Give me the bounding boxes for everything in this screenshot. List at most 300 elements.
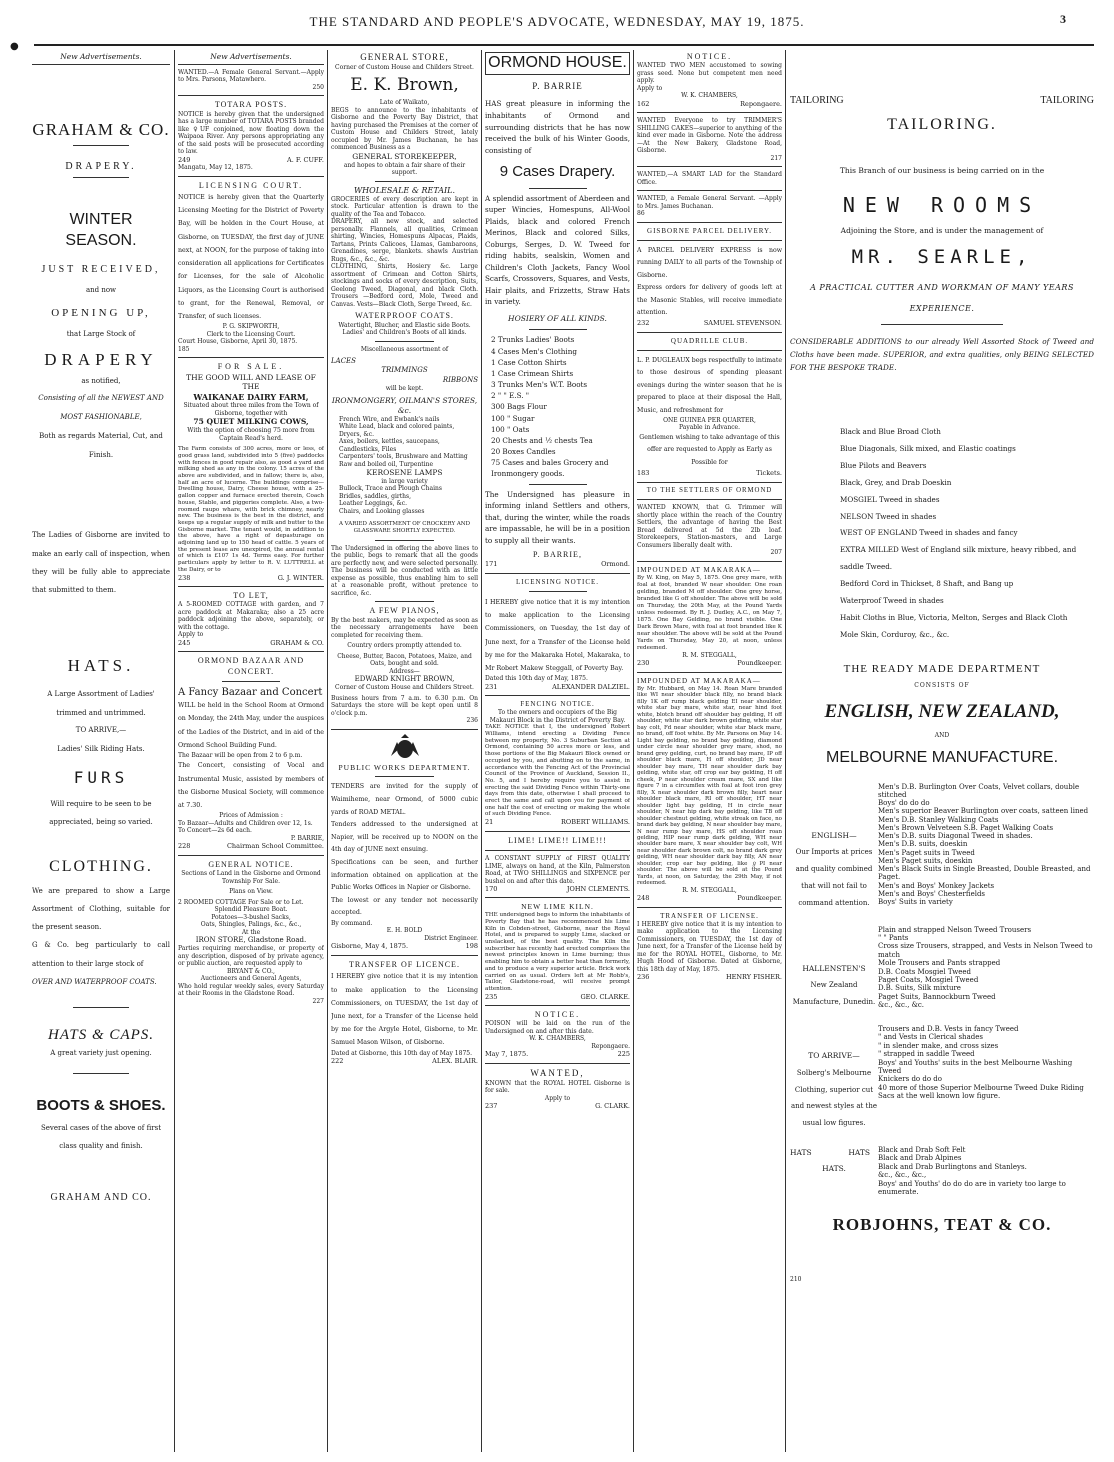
ad-text: Tickets. bbox=[756, 469, 782, 478]
divider bbox=[178, 95, 324, 96]
ad-signature: ROBERT WILLIAMS. bbox=[560, 818, 630, 827]
ad-signature: GEO. CLARKE. bbox=[580, 992, 630, 1001]
ad-heading: GISBORNE PARCEL DELIVERY. bbox=[647, 226, 772, 235]
ad-text: The Undersigned has pleasure in informing inland Settlers and others, that, during the winter, while the roads are impassable, he will be in a position to supply all their wants. bbox=[485, 489, 630, 545]
ad-number: 230 bbox=[637, 659, 650, 668]
ad-text: Candlesticks, Files bbox=[339, 445, 397, 453]
ad-signature: G. CLARK. bbox=[595, 1102, 630, 1111]
ad-text: Solberg's Melbourne Clothing, superior cut and newest styles at the usual low figures. bbox=[790, 1068, 878, 1128]
ad-number: 236 bbox=[466, 717, 478, 725]
heading: DRAPERY bbox=[44, 349, 158, 369]
ad-text: WANTED,—A SMART LAD for the Standard Office. bbox=[637, 171, 782, 186]
divider bbox=[637, 332, 782, 333]
ad-text: The lowest or any tender not necessarily accepted. bbox=[331, 896, 478, 917]
list-item: Black, Grey, and Drab Doeskin bbox=[840, 477, 952, 487]
ad-text: THE GOOD WILL AND LEASE OF THE bbox=[186, 372, 316, 392]
ad-text: Country orders promptly attended to. bbox=[347, 642, 462, 650]
ad-heading: IRONMONGERY, OILMAN'S STORES, &c. bbox=[331, 396, 478, 415]
ad-text: A splendid assortment of Aberdeen and super Wincies, Homespuns, All-Wool Plaids, black and colored French Merinos, Black and colored Silks, Coburgs, Serges, D. W. Tweed for riding habits, sealskin, Women and Children's Cloth Jackets, Fancy Wool Scarfs, Crossovers, Squares, and Vests, Hair plaits, and Frizzetts, Straw Hats in variety. bbox=[485, 193, 630, 307]
divider bbox=[529, 188, 587, 189]
divider bbox=[485, 831, 630, 832]
divider bbox=[485, 850, 630, 851]
ad-heading: E. K. Brown, bbox=[350, 75, 459, 96]
ad-text: To Bazaar—Adults and Children over 12, 1s. bbox=[178, 819, 313, 827]
ad-number: 232 bbox=[637, 319, 650, 328]
ad-signature: EDWARD KNIGHT BROWN, bbox=[354, 675, 455, 684]
ad-text: Specifications can be seen, and further information obtained on application at the Public Works Offices in Napier or Gisborne. bbox=[331, 859, 478, 892]
text: and now bbox=[85, 286, 117, 295]
ad-text: WANTED Everyone to try TRIMMER'S SHILLING CAKES—superior to anything of the kind ever made in Gisborne. Note the address—At the New Bakery, Gladstone Road, Gisborne. bbox=[637, 117, 782, 155]
divider bbox=[375, 181, 434, 182]
divider bbox=[375, 776, 434, 777]
list-item: " " Pants bbox=[878, 934, 909, 943]
ad-text: At the bbox=[241, 928, 261, 936]
list-item: 1 Case Crimean Shirts bbox=[491, 368, 574, 378]
text: MOST FASHIONABLE, bbox=[60, 413, 142, 422]
list-item: NELSON Tweed in shades bbox=[840, 511, 937, 521]
text: Finish. bbox=[88, 451, 114, 460]
heading: CLOTHING. bbox=[49, 858, 153, 876]
ad-text: Auctioneers and General Agents, bbox=[200, 975, 302, 983]
ad-heading: TAILORING bbox=[1040, 95, 1094, 106]
divider bbox=[331, 729, 478, 730]
firm-name: GRAHAM & CO. bbox=[32, 119, 170, 139]
ad-text: The Farm consists of 300 acres, more or less, of good grass land, subdivided into 5 (five) paddocks with fences in good repair also, as good a yard and milking shed as any in the colony. 15 acres of the above are subdivided, and in fallow; there is, also, half an acre of lucerne. The buildings comprise—Dwelling house, Dairy, Cheese house, with a 25-gallon copper and furnace erected therein, Coach house, Stable, and piggeries complete. Also, a two-roomed raupo whare, with brick chimney, nearly new. The business is the best in the district, and keeps up a regular supply of milk and butter to the Gisborne market. The tenant would, in addition to the above, have a right of depasturage on adjoining land up to 150 head of cattle. 5 years of the present lease are unexpired, the annual rental of which is £107 1s 4d. Terms easy. For further particulars apply by letter to R. V. LUTTRELL at the Dairy, or to bbox=[178, 446, 324, 573]
section-header: New Advertisements. bbox=[178, 52, 324, 65]
heading: JUST RECEIVED, bbox=[41, 264, 161, 276]
list-item: Cross size Trousers, strapped, and Vests in Nelson Tweed to match bbox=[878, 942, 1093, 959]
ad-signature: R. M. STEGGALL, bbox=[682, 651, 737, 659]
list-item: Black and Drab Soft Felt bbox=[878, 1145, 966, 1154]
ad-signature: BRYANT & CO., bbox=[227, 967, 275, 975]
list-item: 100 " Sugar bbox=[491, 413, 535, 423]
heading: FURS bbox=[73, 767, 129, 787]
ad-heading: A FEW PIANOS, bbox=[369, 606, 440, 616]
ad-heading: NOTICE. bbox=[686, 52, 733, 61]
ad-text: Chairs, and Looking glasses bbox=[339, 507, 425, 515]
ad-text: Repongaere. bbox=[740, 99, 782, 108]
ad-text: Splendid Pleasure Boat. bbox=[214, 906, 288, 914]
ad-number: 249 bbox=[178, 155, 191, 164]
list-item: Men's D.B. Burlington Over Coats, Velvet collars, double stitched bbox=[878, 782, 1080, 799]
heading: HATS & CAPS. bbox=[47, 1026, 155, 1043]
divider bbox=[637, 499, 782, 500]
ad-text: Who hold regular weekly sales, every Saturday at their Rooms in the Gladstone Road. bbox=[178, 982, 324, 998]
divider bbox=[485, 1063, 630, 1064]
divider bbox=[637, 672, 782, 673]
ad-text: Gentlemen wishing to take advantage of this offer are requested to Apply as Early as Possible for bbox=[639, 433, 780, 466]
ad-heading: TAILORING bbox=[790, 95, 844, 106]
ad-text: By command. bbox=[331, 919, 373, 927]
ad-text: A PARCEL DELIVERY EXPRESS is now running DAILY to all parts of the Township of Gisborne. bbox=[637, 246, 782, 279]
paragraph: Will require to be seen to be appreciated, being so varied. bbox=[49, 799, 153, 826]
list-item: Men's Black Suits in Single Breasted, Double Breasted, and Paget. bbox=[878, 865, 1091, 882]
ad-heading: ROBJOHNS, TEAT & CO. bbox=[832, 1215, 1052, 1235]
ad-signature: W. K. CHAMBERS, bbox=[681, 92, 738, 100]
ad-heading: WHOLESALE & RETAIL. bbox=[353, 185, 456, 195]
ad-text: Sections of Land in the Gisborne and Ormond Township For Sale. bbox=[181, 870, 321, 885]
ad-heading: IMPOUNDED AT MAKARAKA— bbox=[637, 565, 761, 574]
section-header: New Advertisements. bbox=[32, 52, 170, 65]
ad-date: Dated at Gisborne, this 10th day of May 1875. bbox=[331, 1049, 472, 1057]
list-item: Knickers do do do bbox=[878, 1075, 942, 1084]
ad-text: The Bazaar will be open from 2 to 6 p.m. bbox=[178, 751, 303, 759]
divider bbox=[178, 357, 324, 358]
ad-signature: SAMUEL STEVENSON. bbox=[703, 319, 782, 328]
ad-number: 86 bbox=[637, 210, 645, 218]
ad-heading: A Fancy Bazaar and Concert bbox=[178, 687, 323, 699]
ad-text: Raw and boiled oil, Turpentine bbox=[339, 460, 434, 468]
ad-heading: NOTICE. bbox=[534, 1010, 581, 1020]
text: Both as regards Material, Cut, and bbox=[39, 432, 163, 441]
list-item: 20 Boxes Candles bbox=[491, 447, 556, 457]
ad-heading: P. BARRIE bbox=[532, 80, 583, 91]
coat-of-arms-icon bbox=[331, 734, 478, 763]
ad-text: Apply to bbox=[178, 631, 204, 639]
list-item: Men's Brown Velveteen S.B. Paget Walking Coats bbox=[878, 823, 1054, 832]
list-item: Paget Suits, Bannockburn Tweed bbox=[878, 992, 996, 1001]
ad-heading: TRANSFER OF LICENSE. bbox=[660, 911, 759, 920]
divider bbox=[637, 166, 782, 167]
ad-number: 162 bbox=[637, 99, 650, 108]
ad-text: 2 ROOMED COTTAGE For Sale or to Let. bbox=[178, 898, 304, 906]
paragraph: Several cases of the above of first class quality and finish. bbox=[40, 1124, 162, 1151]
ad-text: A CONSTANT SUPPLY of FIRST QUALITY LIME, always on hand, at the Kiln, Palmerston Road, at TWO SHILLINGS and SIXPENCE per bushel on and after this date. bbox=[485, 855, 630, 885]
column-divider bbox=[481, 50, 482, 1452]
ad-text: WANTED TWO MEN accustomed to sowing grass seed. None but competent men need apply. bbox=[637, 62, 782, 85]
ad-heading: LIME! LIME!! LIME!!! bbox=[508, 835, 607, 845]
ad-signature: HENRY FISHER. bbox=[725, 973, 782, 982]
list-item: " in slender make, and cross sizes bbox=[878, 1041, 999, 1050]
ad-text: WANTED KNOWN, that G. Trimmer will shortly place within the reach of the Country Settlers, the advantage of having the Best Bread delivered at 5d the 2lb loaf. Storekeepers, Station-masters, and Large Consumers liberally dealt with. bbox=[637, 504, 782, 549]
ad-text: AND bbox=[934, 732, 950, 740]
ad-text: Repongaere. bbox=[591, 1042, 630, 1050]
ad-text: French Wire, and Ewbank's nails bbox=[339, 415, 440, 423]
list-item: Men's D.B. suits, doeskin bbox=[878, 840, 968, 849]
divider bbox=[73, 1007, 128, 1008]
column-divider bbox=[633, 50, 634, 1452]
ad-signature: G. J. WINTER. bbox=[277, 573, 324, 582]
ad-heading: TOTARA POSTS. bbox=[214, 100, 288, 110]
ad-text: HATS. bbox=[822, 1163, 846, 1173]
ad-text: KEROSENE LAMPS bbox=[366, 468, 443, 478]
divider bbox=[375, 601, 434, 602]
ad-text: CONSIDERABLE ADDITIONS to our already Well Assorted Stock of Tweed and Cloths have been made. SUPERIOR, and extra qualities, only BEING SELECTED FOR THE BESPOKE TRADE. bbox=[790, 336, 1094, 372]
column-6 bbox=[790, 52, 1094, 1452]
divider bbox=[485, 1005, 630, 1006]
ad-text: Bridles, saddles, girths, bbox=[339, 492, 411, 500]
list-item: Habit Cloths in Blue, Victoria, Melton, Serges and Black Cloth bbox=[840, 613, 1068, 623]
list-item: 20 Chests and ½ chests Tea bbox=[491, 435, 593, 445]
ad-heading: MR. SEARLE, bbox=[851, 246, 1033, 269]
goods-list bbox=[485, 334, 630, 479]
paragraph: A Large Assortment of Ladies' trimmed and untrimmed. bbox=[47, 690, 155, 717]
divider bbox=[529, 329, 587, 330]
ad-text: HAS great pleasure in informing the inhabitants of Ormond and surrounding districts that he has now received the bulk of his Winter Goods, consisting of bbox=[485, 99, 630, 155]
ad-heading: TO THE SETTLERS OF ORMOND bbox=[646, 486, 773, 494]
list-item: Blue Pilots and Beavers bbox=[840, 460, 927, 470]
ad-text: DRAPERY, all new stock, and selected personally. Flannels, all qualities, Crimean shirting, Wincies, Homespuns Alpacas, Plaids, Tartans, Prints Calicoes, Llamas, Gambaroons, Grenadines, serge, blankets. shawls Austrian Rugs, &c., &c., &c. bbox=[331, 218, 478, 263]
ad-text: I HEREBY give notice that it is my intention to make application to the Licensing Commissioners, on TUESDAY, the 1st day of June next, for a Transfer of the License held by me for the Argyle Hotel, Gisborne, to Mr. Samuel Mason Wilson, of Gisborne. bbox=[331, 973, 478, 1047]
ad-signature: P. BARRIE, bbox=[290, 834, 324, 842]
ad-number: 235 bbox=[485, 992, 498, 1001]
ad-text: Corner of Custom House and Childers Street. bbox=[335, 684, 474, 692]
ad-text: Miscellaneous assortment of bbox=[360, 345, 449, 353]
ad-signature: JOHN CLEMENTS. bbox=[566, 885, 630, 894]
ad-number: 170 bbox=[485, 885, 498, 894]
page-header bbox=[0, 10, 1114, 38]
divider bbox=[485, 897, 630, 898]
list-item: Mole Skin, Corduroy, &c., &c. bbox=[840, 630, 950, 640]
column-divider bbox=[174, 50, 175, 1452]
ad-text: WANTED.—A Female General Servant.—Apply to Mrs. Parsons, Matawhero. bbox=[178, 68, 324, 84]
ad-text: Late of Waikato, bbox=[379, 99, 430, 107]
ad-heading: FOR SALE. bbox=[217, 362, 285, 372]
text: Ladies' Silk Riding Hats. bbox=[57, 744, 145, 753]
list-item: Men's and Boys' Monkey Jackets bbox=[878, 881, 995, 890]
ad-text: HATS bbox=[848, 1147, 870, 1157]
ad-text: Our Imports at prices and quality combined that will not fail to command attention. bbox=[795, 848, 873, 907]
ad-text: WAIKANAE DAIRY FARM, bbox=[193, 392, 309, 403]
ad-signature: R. M. STEGGALL, bbox=[682, 886, 737, 894]
list-item: Boys' and Youths' suits in the best Melbourne Washing Tweed bbox=[878, 1058, 1073, 1075]
ad-text: NOTICE is hereby given that the Quarterly Licensing Meeting for the District of Poverty Bay, will be holden in the Court House, at Gisborne, on TUESDAY, the first day of JUNE next, at NOON, for the purpose of taking into consideration all applications for Certificates for Licenses, for the sale of Alcoholic Liquors, as the Licensing Court is authorised to grant, for the Renewal, Removal, or Transfer, of such licenses. bbox=[178, 193, 324, 320]
ad-number: 228 bbox=[178, 842, 191, 851]
divider bbox=[178, 176, 324, 177]
ad-number: 217 bbox=[770, 154, 782, 162]
page-number: 3 bbox=[1060, 12, 1066, 26]
ad-text: I HEREBY give notice that it is my intention to make application to the Licensing Commissioners, on TUESDAY, the 1st day of June next, for a Transfer of the License held by me for the ROYAL HOTEL, Gisborne, to Mr. Hugh Hood of Gisborne. Dated at Gisborne, this 18th day of May, 1875. bbox=[637, 920, 782, 973]
ad-heading: NEW ROOMS bbox=[842, 192, 1042, 217]
column-divider bbox=[785, 50, 786, 1452]
list-item: " strapped in saddle Tweed bbox=[878, 1050, 975, 1059]
divider bbox=[529, 591, 587, 592]
ad-text: 75 QUIET MILKING COWS, bbox=[193, 417, 309, 427]
ad-number: 222 bbox=[331, 1057, 344, 1066]
list-item: Black and Blue Broad Cloth bbox=[840, 426, 941, 436]
text: that Large Stock of bbox=[66, 329, 136, 338]
list-item: Boys' do do do bbox=[878, 799, 930, 808]
divider bbox=[178, 586, 324, 587]
divider bbox=[73, 177, 128, 178]
list-item: Boys' Suits in variety bbox=[878, 898, 953, 907]
ad-heading: LICENSING COURT. bbox=[198, 180, 304, 190]
ad-text: Business hours from 7 a.m. to 6.30 p.m. On Saturdays the store will be kept open until 8 o'clock p.m. bbox=[331, 694, 478, 717]
paragraph: The Ladies of Gisborne are invited to make an early call of inspection, when they will be fully able to appreciate that submitted to them. bbox=[32, 531, 170, 595]
text: A great variety just opening. bbox=[50, 1049, 152, 1058]
divider bbox=[637, 222, 782, 223]
ad-heading: THE READY MADE DEPARTMENT bbox=[843, 662, 1041, 675]
ad-number: 21 bbox=[485, 818, 494, 827]
ad-date: May 7, 1875. bbox=[485, 1050, 529, 1059]
divider bbox=[178, 855, 324, 856]
ad-text: THE undersigned begs to inform the inhabitants of Poverty Bay that he has recommenced his Lime Kiln in Cobden-street, Gisborne, near the Royal Hotel, and is prepared to supply Lime, slacked or unslacked, of the best quality. The Kiln the subscriber has recently had erected comprises the newest principles known in Lime burning; thus enabling him to obtain a better heat than formerly, and to produce a very superior article. Brick work carried on as usual. Orders left at Mr Robb's, Tailor, Gladstone-road, will receive prompt attention. bbox=[485, 912, 630, 992]
footer-sig: GRAHAM AND CO. bbox=[50, 1192, 152, 1204]
divider bbox=[222, 681, 280, 682]
ad-text: Axes, boilers, kettles, saucepans, bbox=[339, 438, 440, 446]
divider bbox=[637, 482, 782, 483]
ad-text: Poundkeeper. bbox=[737, 659, 782, 668]
ad-heading: MELBOURNE MANUFACTURE. bbox=[825, 748, 1059, 766]
ad-heading: ENGLISH, NEW ZEALAND, bbox=[824, 700, 1060, 722]
ad-text: To Concert—2s 6d each. bbox=[178, 827, 252, 835]
ad-heading: ORMOND BAZAAR AND CONCERT. bbox=[197, 656, 305, 676]
divider bbox=[881, 324, 1003, 325]
ad-date: Gisborne, May 4, 1875. bbox=[331, 942, 409, 951]
list-item: 300 Bags Flour bbox=[491, 402, 547, 412]
list-item: 40 more of those Superior Melbourne Tweed Duke Riding Sacs at the well known low figure. bbox=[878, 1083, 1084, 1101]
divider bbox=[73, 1073, 128, 1074]
list-item: Men's superior Beaver Burlington over coats, satteen lined bbox=[878, 807, 1089, 816]
list-item: Waterproof Tweed in shades bbox=[840, 596, 944, 606]
ad-text: Apply to bbox=[637, 84, 663, 92]
divider bbox=[637, 190, 782, 191]
ad-number: 231 bbox=[485, 682, 498, 691]
ad-text: WILL be held in the School Room at Ormond on Monday, the 24th May, under the auspices of the Ladies of the District, and in aid of the Ormond School Building Fund. bbox=[178, 702, 324, 749]
divider bbox=[637, 240, 782, 241]
ad-text: Ormond. bbox=[601, 560, 630, 569]
list-item: Trousers and D.B. Vests in fancy Tweed bbox=[878, 1025, 1019, 1033]
ad-text: Adjoining the Store, and is under the management of bbox=[840, 225, 1044, 235]
ad-number: 183 bbox=[637, 469, 650, 478]
ad-text: Clerk to the Licensing Court. bbox=[206, 330, 296, 338]
ad-number: 248 bbox=[637, 894, 650, 903]
divider bbox=[375, 540, 434, 541]
ad-text: I HEREBY give notice that it is my intention to make application to the Licensing Commissioners, on Tuesday, the 1st day of June next, for a Transfer of the License held by me for the Makaraka Hotel, Makaraka, to Mr Robert Makew Steggall, of Poverty Bay. bbox=[485, 599, 630, 673]
nz-list bbox=[878, 926, 1094, 1011]
ad-text: Potatoes—3-bushel Sacks, bbox=[211, 913, 291, 921]
ad-text: Payable in Advance. bbox=[678, 424, 741, 432]
ad-signature: ALEXANDER DALZIEL. bbox=[552, 682, 630, 691]
ad-text: The Concert, consisting of Vocal and Instrumental Music, assisted by members of the Gisborne Musical Society, will commence at 7.30. bbox=[178, 762, 324, 810]
ad-number: 207 bbox=[770, 549, 782, 557]
ad-text: Prices of Admission : bbox=[219, 812, 283, 820]
paragraph: G & Co. beg particularly to call attention to their large stock of bbox=[32, 941, 170, 968]
list-item: Men's Paget suits in Tweed bbox=[878, 848, 975, 857]
ad-text: Tenders addressed to the undersigned at Napier, will be received up to NOON on the 4th day of JUNE next ensuing. bbox=[331, 821, 478, 854]
list-item: 1 Case Cotton Shirts bbox=[491, 357, 567, 367]
column-3 bbox=[331, 52, 478, 1452]
ad-text: Bullock, Trace and Plough Chains bbox=[339, 485, 442, 493]
divider bbox=[637, 561, 782, 562]
heading: HATS. bbox=[67, 656, 135, 676]
ad-text: and hopes to obtain a fair share of their support. bbox=[343, 161, 466, 177]
divider bbox=[375, 341, 434, 342]
ad-text: TRIMMINGS bbox=[381, 366, 428, 375]
ad-text: This Branch of our business is being carried on in the bbox=[839, 165, 1045, 175]
ad-heading: GENERAL NOTICE. bbox=[208, 859, 294, 869]
ad-text: ONE GUINEA PER QUARTER, bbox=[663, 416, 756, 424]
ad-text: District Engineer. bbox=[424, 934, 478, 942]
list-item: 2 Trunks Ladies' Boots bbox=[491, 335, 575, 345]
list-item: Men's D.B. suits Diagonal Tweed in shades. bbox=[878, 832, 1033, 841]
divider bbox=[529, 484, 587, 485]
ad-heading: GENERAL STORE, bbox=[360, 52, 449, 62]
ad-number: 227 bbox=[312, 997, 324, 1005]
ad-text: Plans on View. bbox=[229, 888, 273, 896]
ad-heading: WANTED, bbox=[530, 1067, 585, 1078]
ad-number: 198 bbox=[465, 942, 478, 951]
ad-heading: WATERPROOF COATS. bbox=[355, 311, 454, 321]
list-item: 2 " " E.S. " bbox=[491, 391, 530, 401]
ad-heading: TRANSFER OF LICENCE. bbox=[349, 959, 460, 969]
list-item: EXTRA MILLED West of England silk mixture, heavy ribbed, and saddle Tweed. bbox=[840, 545, 1077, 572]
melbourne-list bbox=[878, 1025, 1094, 1132]
ad-text: By the best makers, may be expected as soon as the necessary arrangements have been completed for receiving them. bbox=[331, 616, 478, 639]
ad-number: 238 bbox=[178, 573, 191, 582]
ad-text: HATS bbox=[790, 1147, 812, 1157]
list-item: &c., &c., &c. bbox=[878, 1001, 925, 1010]
list-item: WEST OF ENGLAND Tweed in shades and fancy bbox=[840, 528, 1018, 538]
ad-heading: HOSIERY OF ALL KINDS. bbox=[508, 313, 607, 323]
ad-text: Parties requiring merchandise, or property of any description, disposed of by private agency, or public auction, are requested apply to bbox=[178, 945, 324, 968]
list-item: " and Vests in Clerical shades bbox=[878, 1033, 983, 1042]
ad-text: IRON STORE, Gladstone Road. bbox=[195, 936, 307, 945]
list-item: Bedford Cord in Thickset, 8 Shaft, and Bang up bbox=[840, 579, 1014, 589]
list-item: D.B. Coats Mosgiel Tweed bbox=[878, 967, 972, 976]
ad-number: 237 bbox=[485, 1102, 498, 1111]
list-item: Blue Diagonals, Silk mixed, and Elastic coatings bbox=[840, 443, 1016, 453]
text: TO ARRIVE,— bbox=[75, 725, 127, 734]
ad-text: New Zealand Manufacture, Dunedin. bbox=[792, 981, 876, 1007]
ad-text: L. P. DUGLEAUX begs respectfully to intimate to those desirous of spending pleasant evenings during the winter season that he is prepared to place at their disposal the Hall, Music, and refreshment for bbox=[637, 356, 782, 414]
text: OVER AND WATERPROOF COATS. bbox=[32, 977, 157, 986]
ad-date: Mangatu, May 12, 1875. bbox=[178, 164, 253, 172]
list-item: Men's D.B. Stanley Walking Coats bbox=[878, 815, 999, 824]
ad-text: WANTED, a Female General Servant. —Apply to Mrs. James Buchanan. bbox=[637, 195, 782, 210]
ad-text: Leather Leggings, &c. bbox=[339, 500, 408, 508]
ad-text: RIBBONS bbox=[442, 375, 478, 384]
list-item: 75 Cases and bales Grocery and Ironmongery goods. bbox=[491, 458, 609, 479]
ad-text: LACES bbox=[331, 357, 356, 366]
ad-heading: FENCING NOTICE. bbox=[520, 700, 595, 709]
ad-signature: A. F. CUFF. bbox=[287, 155, 324, 164]
ad-heading: LICENSING NOTICE. bbox=[515, 577, 600, 586]
hats-list bbox=[878, 1146, 1094, 1196]
list-item: Men's and Boys' Chesterfields bbox=[878, 889, 986, 898]
divider bbox=[637, 112, 782, 113]
english-list bbox=[878, 783, 1094, 912]
heading: OPENING UP, bbox=[51, 306, 151, 319]
ad-text: Situated about three miles from the Town of Gisborne, together with bbox=[183, 402, 319, 417]
ad-text: HALLENSTEN'S bbox=[802, 963, 866, 973]
ad-number: 185 bbox=[178, 345, 190, 353]
divider bbox=[73, 145, 128, 146]
list-item: Plain and strapped Nelson Tweed Trousers bbox=[878, 925, 1032, 934]
column-2 bbox=[178, 52, 324, 1452]
ad-heading: IMPOUNDED AT MAKARAKA— bbox=[637, 676, 761, 685]
ad-signature: ALEX. BLAIR. bbox=[432, 1057, 478, 1066]
ad-text: Address— bbox=[389, 667, 420, 675]
ad-text: By W. King, on May 5, 1875. One grey mare, with foal at foot, branded W near shoulder. One roan gelding, branded M off shoulder. One grey horse, branded like G off shoulder. The above will be sold on Thursday, the 20th May, at the Pound Yards unless redeemed. By R. J. Dudley, A.C., on May 7, 1875. One Bay Gelding, no brand visible. One Dark Brown Mare, with foal at foot branded like K near shoulder. The above will be sold at the Pound Yards on Thursday, May 20, at noon, unless redeemed. bbox=[637, 575, 782, 651]
list-item: D.B. Suits, Silk mixture bbox=[878, 984, 961, 993]
ad-number: 225 bbox=[617, 1050, 630, 1059]
ad-number: 210 bbox=[790, 1276, 802, 1284]
ad-text: KNOWN that the ROYAL HOTEL Gisborne is for sale. bbox=[485, 1079, 630, 1095]
list-item: 3 Trunks Men's W.T. Boots bbox=[491, 380, 588, 390]
ad-signature: E. H. BOLD bbox=[386, 927, 423, 935]
ad-text: With the option of choosing 75 more from Captain Read's herd. bbox=[187, 427, 315, 442]
ad-text: Oats, Shingles, Palings, &c., &c., bbox=[200, 921, 302, 929]
ad-text: TAKE NOTICE that I, the undersigned Robert Williams, intend erecting a Dividing Fence between my property, No. 3 Suburban Section at Ormond, containing 50 acres more or less, and those portions of the Big Makauri Block owned or occupied by you, and abutting on to the same, in accordance with the Fencing Act of the Provincial Council of the Province of Auckland, Session II., No. 5, and I hereby require you to assist in erecting the said Dividing Fence within Thirty-one days from this date, otherwise I shall proceed to erect the same and call upon you for payment of one half the cost of erecting or making the whole of such Dividing Fence. bbox=[485, 724, 630, 818]
ad-text: Express orders for delivery of goods left at the Masonic Stables, will receive immediate attention. bbox=[637, 284, 782, 316]
cloths-list bbox=[790, 424, 1094, 644]
ad-text: A PRACTICAL CUTTER AND WORKMAN OF MANY YEARS EXPERIENCE. bbox=[810, 282, 1074, 313]
ad-text: TENDERS are invited for the supply of Waimiheme, near Ormond, of 5000 cubic yards of ROAD METAL. bbox=[331, 783, 478, 816]
list-item: 100 " Oats bbox=[491, 424, 530, 434]
ad-text: Carpenters' tools, Brushware and Matting bbox=[339, 453, 468, 461]
list-item: 4 Cases Men's Clothing bbox=[491, 346, 577, 356]
